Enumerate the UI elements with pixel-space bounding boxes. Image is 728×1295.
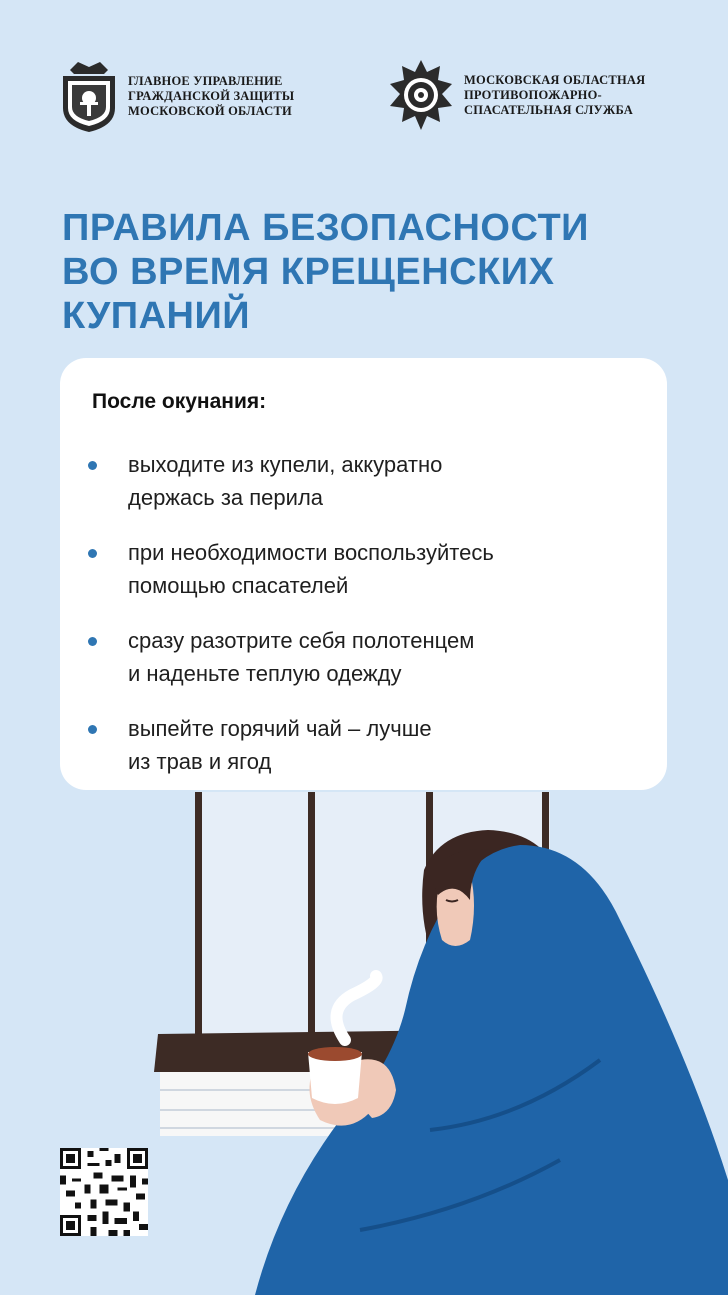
org2-name <box>464 73 645 118</box>
item-1-line-2: держась за перила <box>128 485 324 510</box>
item-4-line-2: из трав и ягод <box>128 749 272 774</box>
item-3-line-2: и наденьте теплую одежду <box>128 661 402 686</box>
org1-line-1: ГЛАВНОЕ УПРАВЛЕНИЕ <box>128 73 283 88</box>
org-mopss <box>388 58 645 132</box>
title-line-1: ПРАВИЛА БЕЗОПАСНОСТИ <box>62 207 589 249</box>
bullet-icon <box>88 549 97 558</box>
fire-rescue-emblem-icon <box>388 58 454 132</box>
list-item <box>88 448 648 514</box>
qr-code-icon[interactable] <box>60 1148 148 1236</box>
bullet-icon <box>88 637 97 646</box>
item-1-line-1: выходите из купели, аккуратно <box>128 452 443 477</box>
instructions-card <box>60 358 667 790</box>
poster-title <box>62 206 682 338</box>
list-item <box>88 536 648 602</box>
org1-line-2: ГРАЖДАНСКОЙ ЗАЩИТЫ <box>128 88 295 103</box>
item-2-line-1: при необходимости воспользуйтесь <box>128 540 494 565</box>
bullet-icon <box>88 725 97 734</box>
item-4-line-1: выпейте горячий чай – лучше <box>128 716 432 741</box>
title-line-3: КУПАНИЙ <box>62 295 251 337</box>
card-heading: После окунания: <box>92 390 267 413</box>
item-2-line-2: помощью спасателей <box>128 573 349 598</box>
list-item <box>88 624 648 690</box>
bullet-icon <box>88 461 97 470</box>
org1-name <box>128 74 294 119</box>
title-line-2: ВО ВРЕМЯ КРЕЩЕНСКИХ <box>62 251 555 293</box>
coat-of-arms-icon <box>60 58 118 134</box>
org2-line-3: СПАСАТЕЛЬНАЯ СЛУЖБА <box>464 102 633 117</box>
org-gu-gz-mo <box>60 58 294 134</box>
org2-line-1: МОСКОВСКАЯ ОБЛАСТНАЯ <box>464 72 646 87</box>
item-3-line-1: сразу разотрите себя полотенцем <box>128 628 475 653</box>
rules-list <box>88 448 648 800</box>
org1-line-3: МОСКОВСКОЙ ОБЛАСТИ <box>128 103 292 118</box>
org2-line-2: ПРОТИВОПОЖАРНО- <box>464 87 602 102</box>
list-item <box>88 712 648 778</box>
